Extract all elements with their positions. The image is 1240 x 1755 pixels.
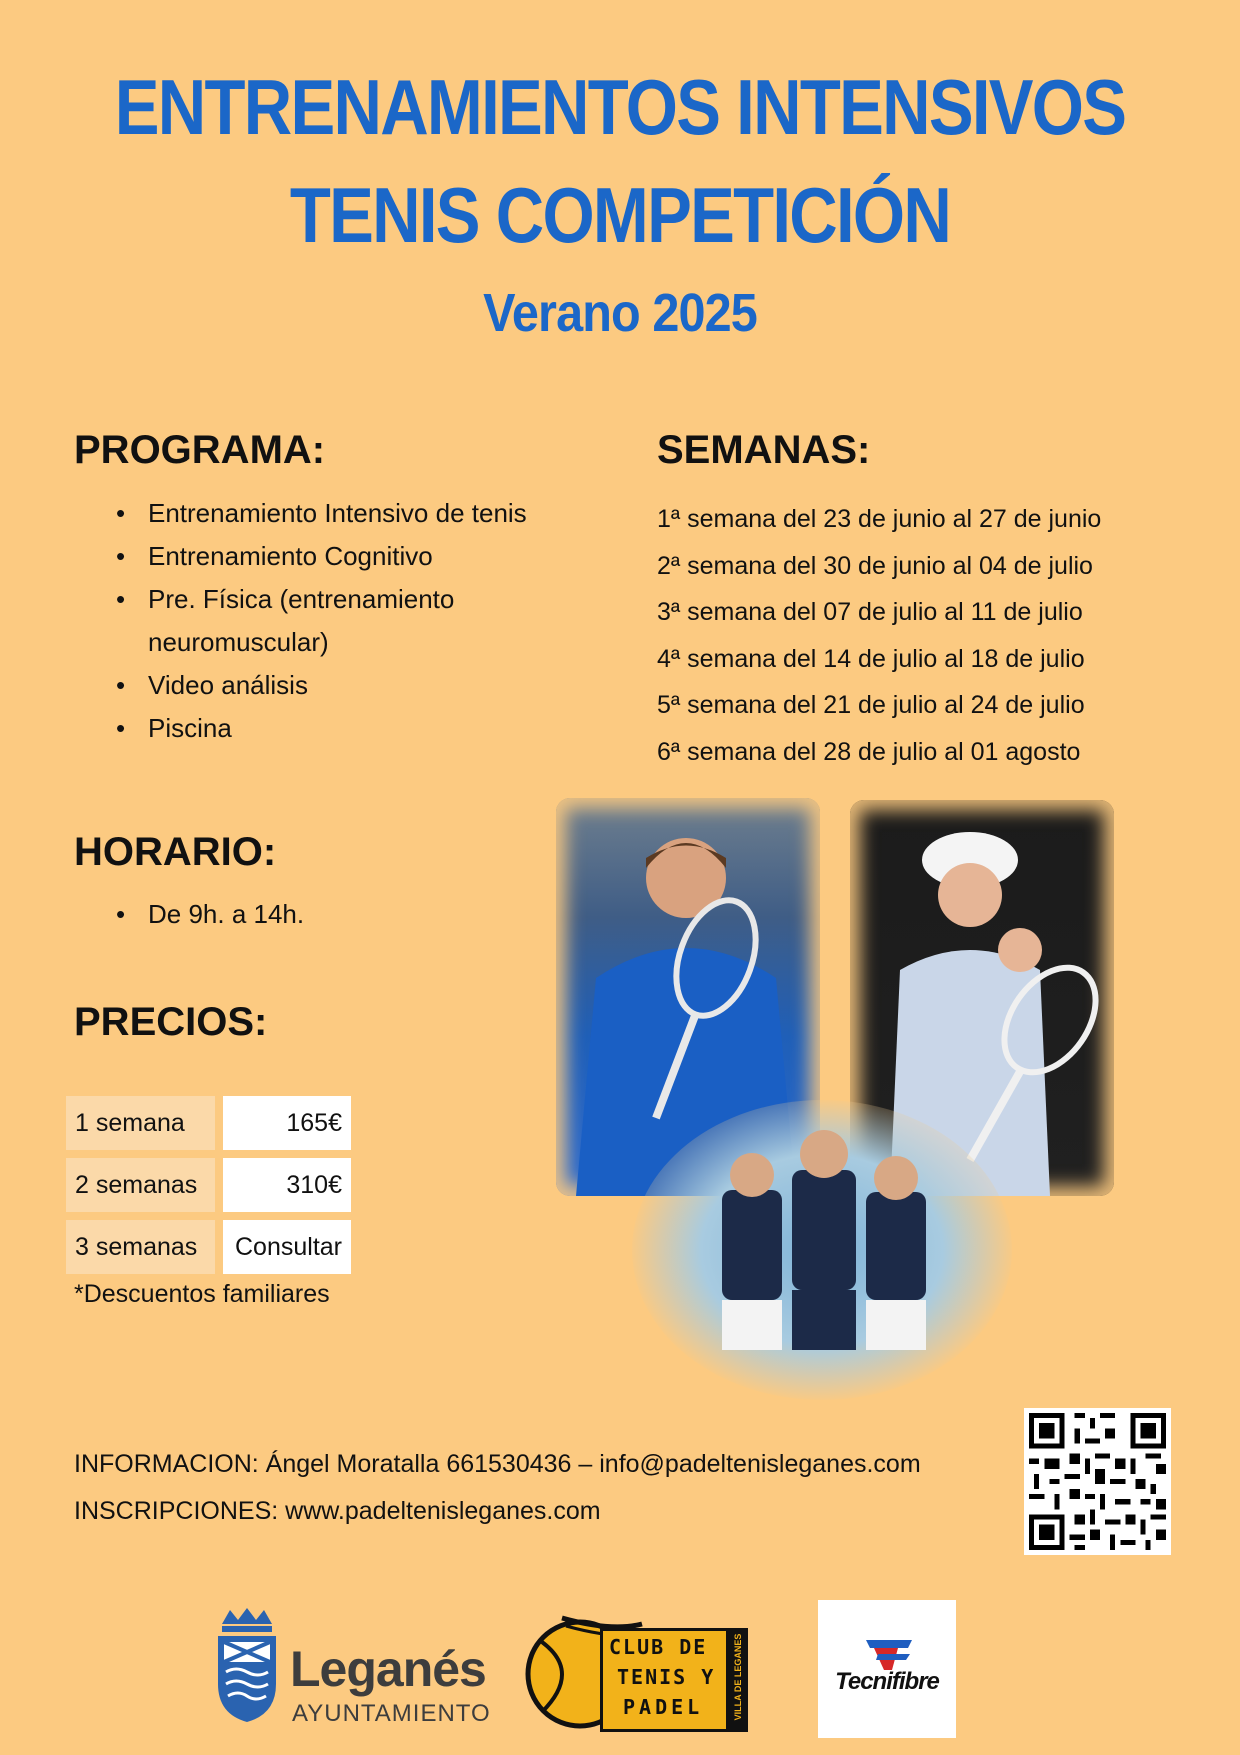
list-item-continuation: neuromuscular) — [148, 627, 329, 657]
price-value: Consultar — [215, 1220, 351, 1274]
week-item: 3ª semana del 07 de julio al 11 de julio — [657, 598, 1083, 626]
semanas-list — [657, 496, 1101, 775]
list-item: • Entrenamiento Cognitivo — [74, 535, 594, 578]
list-item: • Pre. Física (entrenamiento — [74, 578, 594, 621]
week-item: 2ª semana del 30 de junio al 04 de julio — [657, 551, 1093, 580]
tecnifibre-logo-text: Tecnifibre — [835, 1668, 939, 1695]
club-logo-line3: PADEL — [623, 1695, 704, 1719]
week-item: 1ª semana del 23 de junio al 27 de junio — [657, 505, 1102, 533]
discount-note: *Descuentos familiares — [74, 1280, 330, 1308]
horario-list — [74, 893, 474, 936]
precios-heading: PRECIOS: — [74, 1000, 268, 1044]
club-logo-line2: TENIS Y — [617, 1665, 716, 1689]
semanas-heading: SEMANAS: — [657, 428, 871, 472]
price-label: 1 semana — [66, 1096, 215, 1150]
list-item: • Entrenamiento Intensivo de tenis — [74, 492, 594, 535]
club-logo-line1: CLUB DE — [609, 1635, 708, 1659]
title-line-2: TENIS COMPETICIÓN — [289, 171, 951, 259]
programa-list — [74, 492, 594, 750]
week-item: 4ª semana del 14 de julio al 18 de julio — [657, 644, 1085, 673]
contact-inscripciones: INSCRIPCIONES: www.padeltenisleganes.com — [74, 1497, 601, 1525]
price-value: 165€ — [215, 1096, 351, 1150]
table-row — [66, 1096, 351, 1150]
price-label: 2 semanas — [66, 1158, 215, 1212]
title-line-1: ENTRENAMIENTOS INTENSIVOS — [114, 63, 1126, 151]
price-value: 310€ — [215, 1158, 351, 1212]
table-row — [66, 1158, 351, 1212]
week-item: 5ª semana del 21 de julio al 24 de julio — [657, 691, 1085, 719]
subtitle: Verano 2025 — [483, 283, 757, 343]
qr-code-icon — [1024, 1408, 1171, 1555]
list-item: • Piscina — [74, 707, 594, 750]
tecnifibre-logo — [818, 1600, 956, 1738]
club-logo-side-text: VILLA DE LEGANES — [733, 1633, 743, 1721]
table-row — [66, 1220, 351, 1274]
list-item: • Video análisis — [74, 664, 594, 707]
kids-photo — [632, 1100, 1012, 1400]
leganes-logo-name: Leganés — [290, 1641, 486, 1697]
leganes-crest-icon — [214, 1606, 280, 1724]
programa-heading: PROGRAMA: — [74, 428, 326, 472]
leganes-logo-sub: AYUNTAMIENTO — [292, 1700, 491, 1727]
club-logo-side — [726, 1628, 748, 1732]
week-item: 6ª semana del 28 de julio al 01 agosto — [657, 737, 1081, 766]
price-label: 3 semanas — [66, 1220, 215, 1274]
club-logo — [600, 1628, 730, 1732]
price-table — [66, 1088, 351, 1282]
list-item: • De 9h. a 14h. — [74, 893, 474, 936]
contact-info: INFORMACION: Ángel Moratalla 661530436 – info@padeltenisleganes.com — [74, 1450, 921, 1478]
horario-heading: HORARIO: — [74, 830, 277, 874]
